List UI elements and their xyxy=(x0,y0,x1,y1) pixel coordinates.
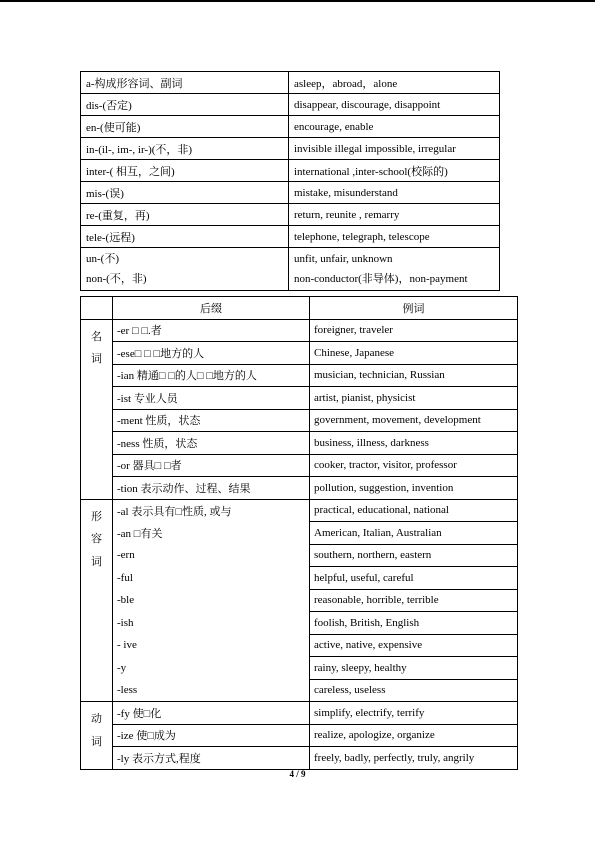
suffix-row xyxy=(81,747,518,770)
suffix-examples-cell: helpful, useful, careful xyxy=(310,567,518,590)
suffix-cell: -tion 表示动作、过程、结果 xyxy=(113,477,310,500)
suffix-row xyxy=(81,702,518,725)
suffix-cell: -y xyxy=(113,657,310,680)
suffix-row xyxy=(81,657,518,680)
suffix-row xyxy=(81,612,518,635)
suffix-row xyxy=(81,432,518,455)
suffix-examples-cell: artist, pianist, physicist xyxy=(310,387,518,410)
suffix-row xyxy=(81,724,518,747)
suffix-row xyxy=(81,522,518,545)
prefix-cell: dis-(否定) xyxy=(81,94,289,116)
prefix-line: un-(不) xyxy=(86,253,119,265)
category-char: 名 xyxy=(91,330,102,343)
suffix-cell: -ize 使□成为 xyxy=(113,724,310,747)
prefix-examples-cell: return, reunite , remarry xyxy=(289,204,500,226)
suffix-row xyxy=(81,342,518,365)
suffix-row xyxy=(81,454,518,477)
suffix-cell: -or 器具□ □者 xyxy=(113,454,310,477)
suffix-examples-cell: reasonable, horrible, terrible xyxy=(310,589,518,612)
suffix-examples-cell: southern, northern, eastern xyxy=(310,544,518,567)
prefix-cell: re-(重复，再) xyxy=(81,204,289,226)
suffix-examples-cell: active, native, expensive xyxy=(310,634,518,657)
prefix-row xyxy=(81,72,500,94)
suffix-row xyxy=(81,364,518,387)
suffix-row xyxy=(81,409,518,432)
prefix-table-body xyxy=(81,72,500,291)
suffix-cell: -less xyxy=(113,679,310,702)
suffix-cell: -er □ □.者 xyxy=(113,319,310,342)
suffix-row xyxy=(81,567,518,590)
suffix-examples-cell: foreigner, traveler xyxy=(310,319,518,342)
prefix-table xyxy=(80,71,500,291)
suffix-examples-cell: pollution, suggestion, invention xyxy=(310,477,518,500)
category-char: 动 xyxy=(91,713,102,725)
suffix-cell: -fy 使□化 xyxy=(113,702,310,725)
prefix-examples-cell: asleep，abroad，alone xyxy=(289,72,500,94)
suffix-cell: -ness 性质，状态 xyxy=(113,432,310,455)
suffix-table-body xyxy=(81,297,518,770)
prefix-row xyxy=(81,182,500,204)
suffix-examples-cell: simplify, electrify, terrify xyxy=(310,702,518,725)
examples-line: non-conductor(非导体)，non-payment xyxy=(294,273,468,285)
category-char: 词 xyxy=(91,555,102,568)
prefix-examples-cell: disappear, discourage, disappoint xyxy=(289,94,500,116)
prefix-cell-stacked xyxy=(81,248,289,291)
suffix-cell: -ese□ □ □地方的人 xyxy=(113,342,310,365)
category-cell-adjective xyxy=(81,499,113,702)
suffix-table xyxy=(80,296,518,770)
prefix-row xyxy=(81,94,500,116)
header-suffix: 后缀 xyxy=(113,297,310,320)
prefix-cell: en-(使可能) xyxy=(81,116,289,138)
prefix-examples-cell: mistake, misunderstand xyxy=(289,182,500,204)
prefix-cell: mis-(误) xyxy=(81,182,289,204)
prefix-line: non-(不，非) xyxy=(86,273,147,285)
suffix-examples-cell: musician, technician, Russian xyxy=(310,364,518,387)
prefix-examples-cell: invisible illegal impossible, irregular xyxy=(289,138,500,160)
prefix-row xyxy=(81,160,500,182)
suffix-header-row xyxy=(81,297,518,320)
suffix-cell: -ly 表示方式,程度 xyxy=(113,747,310,770)
suffix-examples-cell: foolish, British, English xyxy=(310,612,518,635)
suffix-examples-cell: government, movement, development xyxy=(310,409,518,432)
header-examples: 例词 xyxy=(310,297,518,320)
prefix-examples-cell: telephone, telegraph, telescope xyxy=(289,226,500,248)
suffix-cell: - ive xyxy=(113,634,310,657)
prefix-cell: tele-(远程) xyxy=(81,226,289,248)
prefix-row xyxy=(81,138,500,160)
suffix-row xyxy=(81,477,518,500)
category-char: 形 xyxy=(91,510,102,523)
suffix-cell: -an □有关 xyxy=(113,522,310,545)
prefix-cell: a-构成形容词、副词 xyxy=(81,72,289,94)
suffix-cell: -ment 性质，状态 xyxy=(113,409,310,432)
suffix-cell: -ish xyxy=(113,612,310,635)
suffix-cell: -al 表示具有□性质, 或与 xyxy=(113,499,310,522)
suffix-examples-cell: realize, apologize, organize xyxy=(310,724,518,747)
suffix-cell: -ble xyxy=(113,589,310,612)
prefix-row xyxy=(81,204,500,226)
suffix-row xyxy=(81,679,518,702)
page-top-rule xyxy=(0,0,595,2)
suffix-row xyxy=(81,499,518,522)
suffix-examples-cell: cooker, tractor, visitor, professor xyxy=(310,454,518,477)
prefix-row xyxy=(81,116,500,138)
prefix-row-stacked xyxy=(81,248,500,291)
suffix-row xyxy=(81,319,518,342)
prefix-cell: in-(il-, im-, ir-)(不，非) xyxy=(81,138,289,160)
category-cell-verb xyxy=(81,702,113,770)
suffix-row xyxy=(81,634,518,657)
suffix-examples-cell: careless, useless xyxy=(310,679,518,702)
suffix-cell: -ist 专业人员 xyxy=(113,387,310,410)
suffix-examples-cell: Chinese, Japanese xyxy=(310,342,518,365)
suffix-cell: -ian 精通□ □的人□ □地方的人 xyxy=(113,364,310,387)
suffix-cell: -ful xyxy=(113,567,310,590)
category-char: 词 xyxy=(91,735,102,748)
prefix-examples-cell: international ,inter-school(校际的) xyxy=(289,160,500,182)
prefix-examples-cell: encourage, enable xyxy=(289,116,500,138)
suffix-row xyxy=(81,544,518,567)
suffix-examples-cell: business, illness, darkness xyxy=(310,432,518,455)
suffix-cell: -ern xyxy=(113,544,310,567)
category-cell-noun xyxy=(81,319,113,499)
category-char: 词 xyxy=(91,353,102,365)
category-char: 容 xyxy=(91,533,102,545)
prefix-examples-cell-stacked xyxy=(289,248,500,291)
suffix-row xyxy=(81,589,518,612)
prefix-cell: inter-( 相互，之间) xyxy=(81,160,289,182)
suffix-examples-cell: American, Italian, Australian xyxy=(310,522,518,545)
suffix-examples-cell: rainy, sleepy, healthy xyxy=(310,657,518,680)
suffix-examples-cell: practical, educational, national xyxy=(310,499,518,522)
suffix-row xyxy=(81,387,518,410)
examples-line: unfit, unfair, unknown xyxy=(294,253,393,265)
prefix-row xyxy=(81,226,500,248)
page-number: 4 / 9 xyxy=(289,769,306,779)
header-category-cell xyxy=(81,297,113,320)
suffix-examples-cell: freely, badly, perfectly, truly, angrily xyxy=(310,747,518,770)
